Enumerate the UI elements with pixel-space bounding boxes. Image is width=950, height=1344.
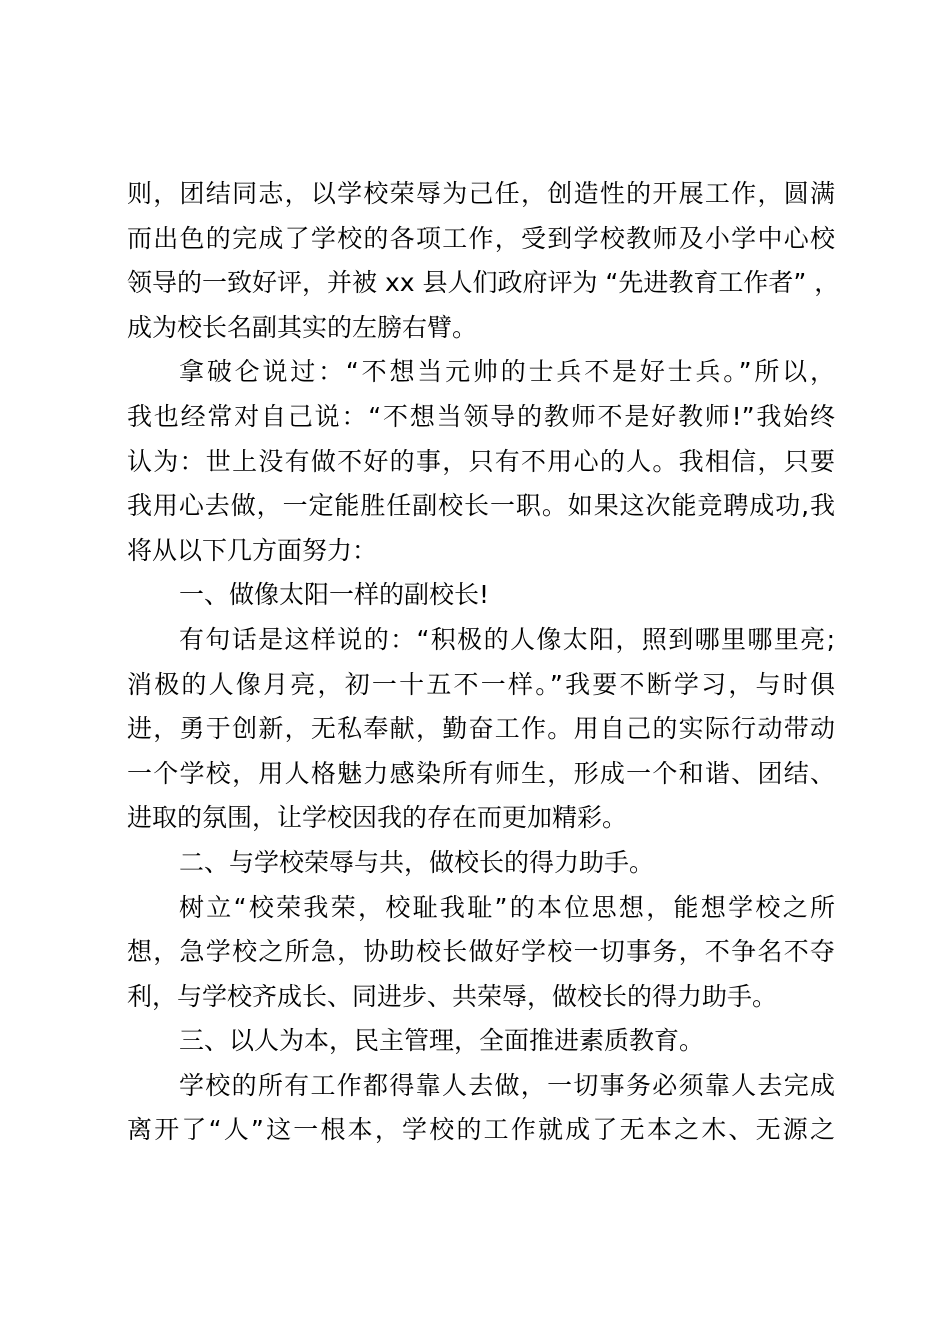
text-line: 想，急学校之所急，协助校长做好学校一切事务，不争名不夺 [127, 937, 835, 967]
text-line: 将从以下几方面努力： [127, 535, 378, 565]
text-line: 进取的氛围，让学校因我的存在而更加精彩。 [127, 803, 628, 833]
text-line: 进，勇于创新，无私奉献，勤奋工作。用自己的实际行动带动 [127, 714, 835, 744]
text-line: 成为校长名副其实的左膀右臂。 [127, 312, 478, 342]
text-line: 我用心去做，一定能胜任副校长一职。如果这次能竞聘成功,我 [127, 491, 835, 521]
text-line: 我也经常对自己说：“不想当领导的教师不是好教师!”我始终 [127, 401, 835, 431]
paragraph-first-line: 有句话是这样说的：“积极的人像太阳，照到哪里哪里亮; [179, 624, 835, 654]
text-line: 利，与学校齐成长、同进步、共荣辱，做校长的得力助手。 [127, 981, 778, 1011]
text-line: 离开了“人”这一根本，学校的工作就成了无本之木、无源之 [127, 1115, 835, 1145]
paragraph-first-line: 拿破仑说过：“不想当元帅的士兵不是好士兵。”所以， [179, 357, 835, 387]
section-heading-1: 一、做像太阳一样的副校长! [179, 580, 490, 610]
text-line: 则，团结同志，以学校荣辱为己任，创造性的开展工作，圆满 [127, 179, 835, 208]
text-line: 而出色的完成了学校的各项工作，受到学校教师及小学中心校 [127, 223, 835, 253]
text-line: 领导的一致好评，并被 xx 县人们政府评为 “先进教育工作者” ， [127, 268, 840, 298]
text-line: 认为：世上没有做不好的事，只有不用心的人。我相信，只要 [127, 446, 835, 476]
paragraph-first-line: 树立“校荣我荣，校耻我耻”的本位思想，能想学校之所 [179, 892, 835, 922]
section-heading-2: 二、与学校荣辱与共，做校长的得力助手。 [179, 847, 655, 877]
text-line: 一个学校，用人格魅力感染所有师生，形成一个和谐、团结、 [127, 758, 835, 788]
section-heading-3: 三、以人为本，民主管理，全面推进素质教育。 [179, 1026, 705, 1056]
text-line: 消极的人像月亮，初一十五不一样。”我要不断学习，与时俱 [127, 669, 835, 699]
body-text [127, 172, 840, 1153]
paragraph-first-line: 学校的所有工作都得靠人去做，一切事务必须靠人去完成 [179, 1070, 835, 1100]
